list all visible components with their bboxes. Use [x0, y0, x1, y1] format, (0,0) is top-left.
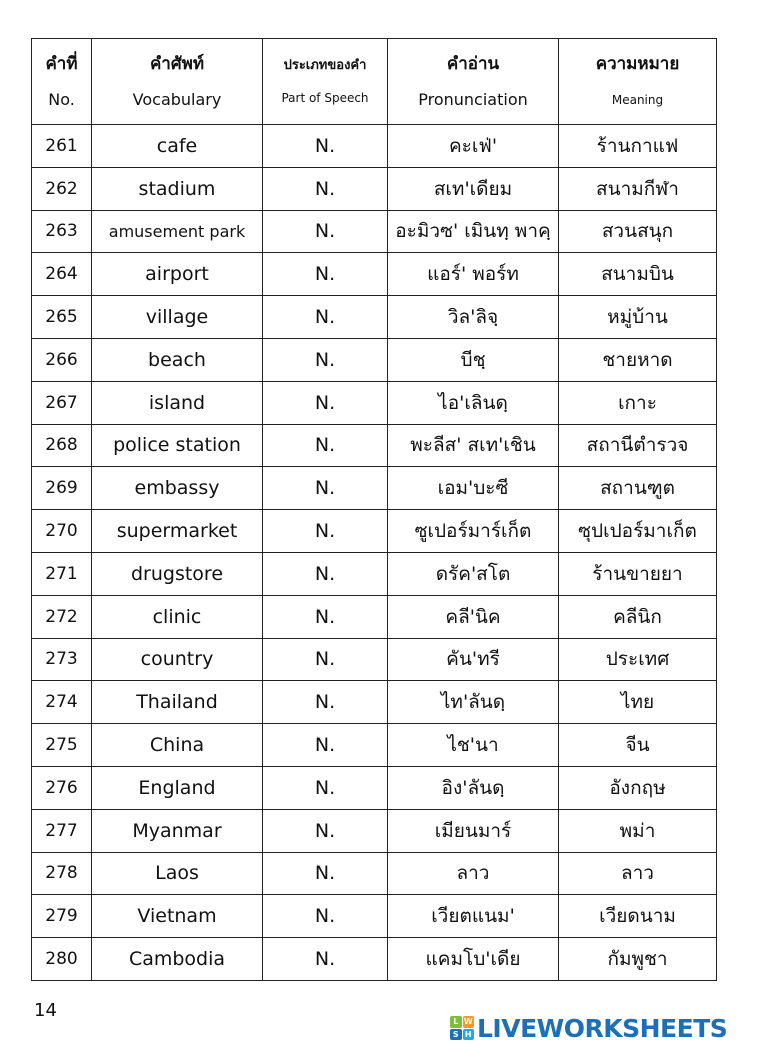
row-vocabulary: country — [92, 638, 263, 681]
row-pronunciation: คัน'ทรี — [388, 638, 559, 681]
table-row — [32, 467, 717, 510]
row-part-of-speech: N. — [263, 895, 388, 938]
table-header-row — [32, 39, 717, 125]
row-pronunciation: เวียตแนม' — [388, 895, 559, 938]
row-part-of-speech: N. — [263, 852, 388, 895]
row-pronunciation: คลี'นิค — [388, 595, 559, 638]
row-number: 266 — [32, 338, 92, 381]
header-vocab-thai: คำศัพท์ — [149, 53, 205, 74]
row-number: 274 — [32, 681, 92, 724]
row-number: 273 — [32, 638, 92, 681]
table-row — [32, 895, 717, 938]
row-pronunciation: สเท'เดียม — [388, 167, 559, 210]
row-pronunciation: อิง'ลันดฺ — [388, 766, 559, 809]
row-part-of-speech: N. — [263, 424, 388, 467]
table-row — [32, 253, 717, 296]
row-number: 261 — [32, 125, 92, 168]
table-row — [32, 724, 717, 767]
row-pronunciation: แอร์' พอร์ท — [388, 253, 559, 296]
row-number: 263 — [32, 210, 92, 253]
table-row — [32, 852, 717, 895]
table-row — [32, 296, 717, 339]
row-meaning: ซุปเปอร์มาเก็ต — [559, 510, 717, 553]
row-number: 268 — [32, 424, 92, 467]
row-vocabulary: beach — [92, 338, 263, 381]
row-pronunciation: พะลีส' สเท'เชิน — [388, 424, 559, 467]
row-number: 269 — [32, 467, 92, 510]
row-part-of-speech: N. — [263, 210, 388, 253]
table-row — [32, 167, 717, 210]
row-pronunciation: แคมโบ'เดีย — [388, 938, 559, 981]
row-vocabulary: island — [92, 381, 263, 424]
row-part-of-speech: N. — [263, 338, 388, 381]
row-pronunciation: ดรัค'สโต — [388, 552, 559, 595]
row-meaning: ประเทศ — [559, 638, 717, 681]
row-pronunciation: ไท'ลันดฺ — [388, 681, 559, 724]
row-vocabulary: supermarket — [92, 510, 263, 553]
row-number: 278 — [32, 852, 92, 895]
row-vocabulary: Thailand — [92, 681, 263, 724]
row-pronunciation: ไช'นา — [388, 724, 559, 767]
row-vocabulary: village — [92, 296, 263, 339]
row-number: 275 — [32, 724, 92, 767]
header-pronunciation — [388, 39, 559, 125]
row-meaning: สนามกีฬา — [559, 167, 717, 210]
header-no — [32, 39, 92, 125]
table-row — [32, 766, 717, 809]
header-no-thai: คำที่ — [45, 53, 78, 74]
vocabulary-table — [31, 38, 717, 981]
header-vocabulary — [92, 39, 263, 125]
row-vocabulary: Vietnam — [92, 895, 263, 938]
row-pronunciation: อะมิวซ' เมินทฺ พาคฺ — [388, 210, 559, 253]
row-part-of-speech: N. — [263, 510, 388, 553]
liveworksheets-logo-icon — [450, 1016, 474, 1040]
row-vocabulary: England — [92, 766, 263, 809]
row-meaning: เวียดนาม — [559, 895, 717, 938]
row-number: 276 — [32, 766, 92, 809]
table-row — [32, 210, 717, 253]
row-vocabulary: clinic — [92, 595, 263, 638]
header-pos-eng: Part of Speech — [281, 90, 369, 105]
row-vocabulary: embassy — [92, 467, 263, 510]
row-number: 262 — [32, 167, 92, 210]
row-part-of-speech: N. — [263, 381, 388, 424]
row-number: 271 — [32, 552, 92, 595]
row-part-of-speech: N. — [263, 681, 388, 724]
table-row — [32, 638, 717, 681]
row-number: 264 — [32, 253, 92, 296]
row-pronunciation: เมียนมาร์ — [388, 809, 559, 852]
row-part-of-speech: N. — [263, 552, 388, 595]
row-number: 280 — [32, 938, 92, 981]
row-part-of-speech: N. — [263, 125, 388, 168]
row-pronunciation: ไอ'เลินดฺ — [388, 381, 559, 424]
row-number: 265 — [32, 296, 92, 339]
row-meaning: หมู่บ้าน — [559, 296, 717, 339]
row-part-of-speech: N. — [263, 595, 388, 638]
header-vocab-eng: Vocabulary — [132, 89, 222, 109]
table-row — [32, 338, 717, 381]
logo-letter-l: L — [450, 1016, 462, 1028]
header-meaning — [559, 39, 717, 125]
table-row — [32, 938, 717, 981]
row-number: 270 — [32, 510, 92, 553]
row-vocabulary: Myanmar — [92, 809, 263, 852]
row-part-of-speech: N. — [263, 809, 388, 852]
row-pronunciation: ซูเปอร์มาร์เก็ต — [388, 510, 559, 553]
row-meaning: ชายหาด — [559, 338, 717, 381]
row-pronunciation: วิล'ลิจฺ — [388, 296, 559, 339]
header-pron-thai: คำอ่าน — [446, 53, 500, 74]
header-no-eng: No. — [48, 89, 75, 109]
table-row — [32, 424, 717, 467]
row-part-of-speech: N. — [263, 467, 388, 510]
row-meaning: ลาว — [559, 852, 717, 895]
table-row — [32, 809, 717, 852]
page-number: 14 — [34, 1000, 57, 1021]
table-row — [32, 125, 717, 168]
header-mean-eng: Meaning — [611, 92, 664, 107]
table-row — [32, 681, 717, 724]
header-pron-eng: Pronunciation — [418, 89, 528, 109]
row-vocabulary: airport — [92, 253, 263, 296]
row-number: 277 — [32, 809, 92, 852]
header-part-of-speech — [263, 39, 388, 125]
row-vocabulary: drugstore — [92, 552, 263, 595]
row-part-of-speech: N. — [263, 766, 388, 809]
liveworksheets-brand[interactable] — [450, 1014, 727, 1042]
logo-letter-s: S — [450, 1029, 462, 1041]
row-vocabulary: amusement park — [92, 210, 263, 253]
row-meaning: อังกฤษ — [559, 766, 717, 809]
row-part-of-speech: N. — [263, 167, 388, 210]
row-part-of-speech: N. — [263, 938, 388, 981]
brand-text: LIVEWORKSHEETS — [477, 1013, 728, 1043]
row-meaning: ร้านกาแฟ — [559, 125, 717, 168]
row-vocabulary: China — [92, 724, 263, 767]
table-row — [32, 510, 717, 553]
row-meaning: จีน — [559, 724, 717, 767]
row-pronunciation: เอม'บะซี — [388, 467, 559, 510]
row-vocabulary: cafe — [92, 125, 263, 168]
table-row — [32, 552, 717, 595]
row-number: 279 — [32, 895, 92, 938]
header-mean-thai: ความหมาย — [595, 53, 680, 74]
table-row — [32, 381, 717, 424]
row-part-of-speech: N. — [263, 638, 388, 681]
row-pronunciation: คะเฟ่' — [388, 125, 559, 168]
row-meaning: พม่า — [559, 809, 717, 852]
row-pronunciation: บีชฺ — [388, 338, 559, 381]
row-meaning: ร้านขายยา — [559, 552, 717, 595]
row-meaning: คลีนิก — [559, 595, 717, 638]
row-vocabulary: police station — [92, 424, 263, 467]
table-row — [32, 595, 717, 638]
row-number: 272 — [32, 595, 92, 638]
row-number: 267 — [32, 381, 92, 424]
row-meaning: สนามบิน — [559, 253, 717, 296]
logo-letter-h: H — [463, 1029, 475, 1041]
logo-letter-w: W — [463, 1017, 473, 1027]
row-meaning: สถานีตำรวจ — [559, 424, 717, 467]
row-pronunciation: ลาว — [388, 852, 559, 895]
row-part-of-speech: N. — [263, 253, 388, 296]
row-meaning: เกาะ — [559, 381, 717, 424]
header-pos-thai: ประเภทของคำ — [283, 57, 367, 73]
row-meaning: สถานฑูต — [559, 467, 717, 510]
row-vocabulary: stadium — [92, 167, 263, 210]
row-meaning: ไทย — [559, 681, 717, 724]
row-part-of-speech: N. — [263, 296, 388, 339]
row-vocabulary: Laos — [92, 852, 263, 895]
row-part-of-speech: N. — [263, 724, 388, 767]
row-meaning: กัมพูชา — [559, 938, 717, 981]
row-meaning: สวนสนุก — [559, 210, 717, 253]
row-vocabulary: Cambodia — [92, 938, 263, 981]
